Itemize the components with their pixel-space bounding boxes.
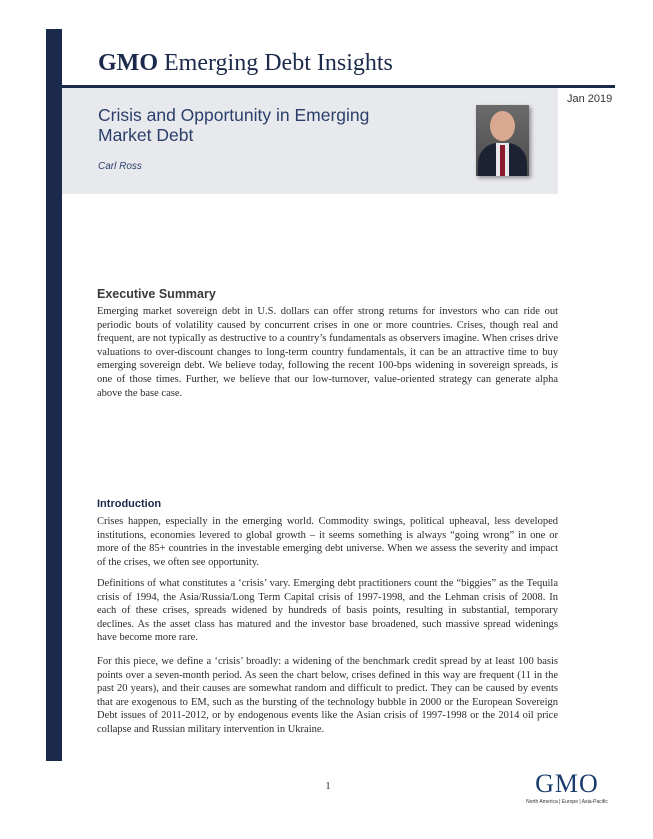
executive-summary-paragraph: Emerging market sovereign debt in U.S. dollars can offer strong returns for investors who can ride out periodic bouts of volatility caused by concurrent crises in one or more countries. Crises, though real and frequent, are not typically as destructive to a country’s fundamentals as observers imagine. When crises drive valuations to over-discount changes to long-term country fundamentals, it can be an attractive time to buy emerging sovereign debt. We believe today, following the recent 100-bps widening in sovereign spreads, is one of those times. Further, we believe that our low-turnover, value-oriented strategy can generate alpha above the base case. <box>97 306 558 399</box>
introduction-paragraph-1: Crises happen, especially in the emerging world. Commodity swings, political upheaval, less developed institutions, economies levered to global growth – it seems something is always “going wrong” in one or more of the 85+ countries in the investable emerging debt universe. When we assess the severity and impact of the crises, we often see opportunity. <box>97 516 558 568</box>
document-title: Crisis and Opportunity in Emerging Market Debt <box>98 105 370 145</box>
gmo-logo <box>527 770 607 805</box>
title-box <box>62 88 558 194</box>
masthead <box>98 50 393 77</box>
masthead-brand: GMO <box>98 50 158 76</box>
masthead-series: Emerging Debt Insights <box>164 50 393 76</box>
section-heading-introduction: Introduction <box>97 498 162 510</box>
photo-tie <box>500 145 505 176</box>
introduction-paragraph-2: Definitions of what constitutes a ‘crisis’ vary. Emerging debt practitioners count the “biggies” as the Tequila crisis of 1994, the Asia/Russia/Long Term Capital crisis of 1997-1998, and the Lehman crisis of 2008. In each of these crises, spreads widened by hundreds of basis points, resulting in substantial, temporary declines. As the asset class has matured and the investor base broadened, such massive spread widenings have become more rare. <box>97 578 558 644</box>
author-photo <box>476 105 529 176</box>
section-heading-executive-summary: Executive Summary <box>97 287 216 301</box>
side-accent-bar <box>46 29 62 761</box>
introduction-paragraph-3: For this piece, we define a ‘crisis’ broadly: a widening of the benchmark credit spread by at least 100 basis points over a seven-month period. As seen the chart below, crises defined in this way are frequent (11 in the past 20 years), and their causes are somewhat random and difficult to predict. They can be caused by events that are exogenous to EM, such as the bursting of the technology bubble in 2000 or the European Sovereign Debt issues of 2011-2012, or by endogenous events like the Asian crisis of 1997-1998 or the 2014 oil price collapse and Russian military intervention in Ukraine. <box>97 656 558 735</box>
page-number: 1 <box>325 781 331 792</box>
logo-wordmark: GMO <box>535 769 599 798</box>
publication-date: Jan 2019 <box>567 93 613 105</box>
photo-head <box>490 111 515 141</box>
author-name: Carl Ross <box>98 161 142 172</box>
logo-regions: North America | Europe | Asia-Pacific <box>526 799 608 805</box>
